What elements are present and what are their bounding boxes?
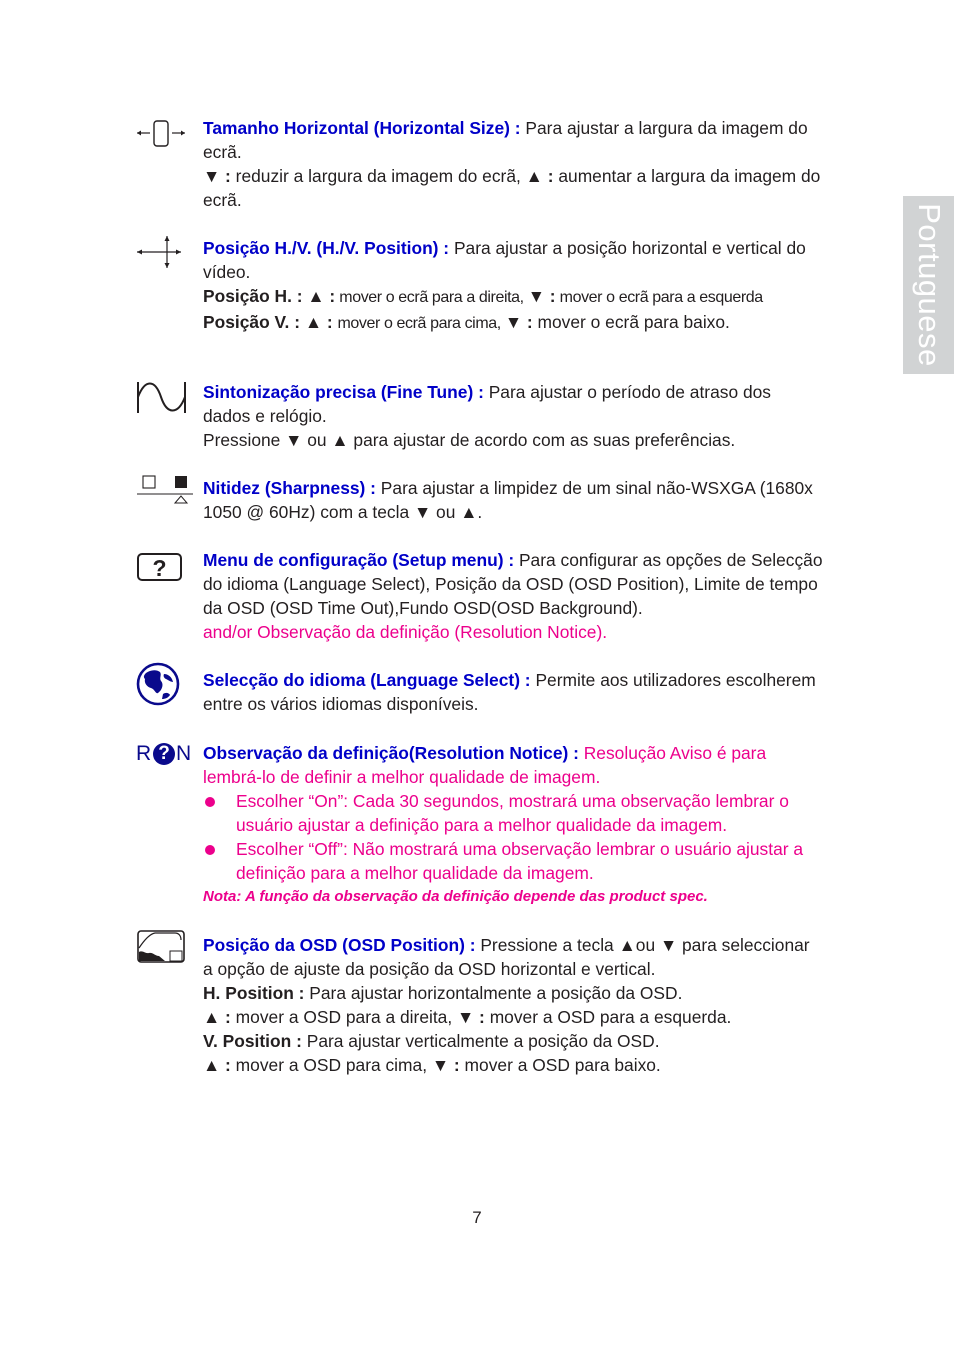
- horizontal-size-icon: [135, 118, 187, 150]
- down-key: ▼ :: [527, 286, 556, 306]
- section-desc: Para ajustar a largura da imagem do ecrã.: [203, 118, 808, 162]
- down-key: ▼ :: [504, 312, 533, 332]
- list-item-text: Escolher “On”: Cada 30 segundos, mostrará uma observação lembrar o usuário ajustar a definição para a melhor qualidade da imagem.: [236, 791, 789, 835]
- h-position-text: Para ajustar horizontalmente a posição da OSD.: [304, 983, 683, 1003]
- section-desc: Para configurar as opções de Selecção do idioma (Language Select), Posição da OSD (OSD Position), Limite de tempo da OSD (OSD Time Out),Fundo OSD(OSD Background).: [203, 550, 823, 618]
- resolution-icon-question: ?: [158, 743, 170, 764]
- down-key: ▼ :: [431, 1055, 460, 1075]
- section-title: Menu de configuração (Setup menu) :: [203, 550, 515, 570]
- resolution-notice-icon: [136, 741, 196, 767]
- up-key: ▲ :: [299, 312, 338, 332]
- h-position-label: Posição H. :: [203, 286, 303, 306]
- up-key: ▲ :: [525, 166, 554, 186]
- resolution-note: Nota: A função da observação da definição depende das product spec.: [203, 888, 708, 905]
- section-desc: Resolução Aviso é para lembrá-lo de definir a melhor qualidade de imagem.: [203, 743, 767, 787]
- down-key-text: mover a OSD para a esquerda.: [484, 1007, 732, 1027]
- down-key-text: mover a OSD para baixo.: [459, 1055, 661, 1075]
- up-key: ▲ :: [203, 1007, 231, 1027]
- sharpness-icon: [135, 473, 195, 505]
- up-key: ▲ :: [203, 1055, 231, 1075]
- section-hv-position: [203, 236, 823, 336]
- section-desc: Pressione a tecla ▲ou ▼ para seleccionar a opção de ajuste da posição da OSD horizontal e vertical.: [203, 935, 810, 979]
- down-key: ▼ :: [203, 166, 231, 186]
- bullet-dot: [205, 845, 215, 855]
- section-note: Pressione ▼ ou ▲ para ajustar de acordo com as suas preferências.: [203, 430, 736, 450]
- up-key: ▲ :: [302, 286, 336, 306]
- section-extra: and/or Observação da definição (Resolution Notice).: [203, 622, 608, 642]
- section-title: Observação da definição(Resolution Notice) :: [203, 743, 579, 763]
- resolution-icon-r: R: [136, 742, 152, 765]
- section-sharpness: [203, 476, 823, 524]
- bullet-dot: [205, 797, 215, 807]
- fine-tune-icon: [135, 380, 189, 416]
- section-setup-menu: [203, 548, 823, 644]
- side-tab-label: Portuguese: [912, 203, 947, 367]
- section-title: Tamanho Horizontal (Horizontal Size) :: [203, 118, 521, 138]
- resolution-options-list: [203, 789, 823, 885]
- page-number: 7: [472, 1208, 482, 1227]
- up-key-text: mover o ecrã para a direita,: [335, 289, 528, 306]
- section-osd-position: [203, 933, 823, 1077]
- section-horizontal-size: [203, 116, 823, 212]
- up-key-text: mover a OSD para a direita,: [230, 1007, 458, 1027]
- list-item-text: Escolher “Off”: Não mostrará uma observação lembrar o usuário ajustar a definição para a melhor qualidade da imagem.: [236, 839, 804, 883]
- language-globe-icon: [135, 661, 181, 707]
- osd-position-icon: [135, 928, 187, 966]
- down-key-text: reduzir a largura da imagem do ecrã,: [230, 166, 526, 186]
- section-desc: Permite aos utilizadores escolherem entre os vários idiomas disponíveis.: [203, 670, 816, 714]
- section-title: Posição da OSD (OSD Position) :: [203, 935, 476, 955]
- hv-position-icon: [135, 234, 185, 270]
- section-resolution-notice: [203, 741, 823, 909]
- svg-text:?: ?: [152, 555, 167, 581]
- section-title: Selecção do idioma (Language Select) :: [203, 670, 531, 690]
- h-position-label: H. Position :: [203, 983, 305, 1003]
- down-key-text: mover o ecrã para baixo.: [532, 312, 730, 332]
- list-item: [203, 789, 823, 837]
- down-key: ▼ :: [457, 1007, 485, 1027]
- section-desc: Para ajustar a limpidez de um sinal não-WSXGA (1680x 1050 @ 60Hz) com a tecla ▼ ou ▲.: [203, 478, 813, 522]
- section-desc: Para ajustar o período de atraso dos dados e relógio.: [203, 382, 771, 426]
- resolution-icon-n: N: [176, 742, 192, 765]
- setup-menu-icon: [135, 550, 185, 584]
- list-item: [203, 837, 823, 885]
- down-key-text: mover o ecrã para a esquerda: [555, 289, 763, 306]
- v-position-label: V. Position :: [203, 1031, 302, 1051]
- section-fine-tune: [203, 380, 823, 452]
- up-key-text: aumentar a largura da imagem do ecrã.: [203, 166, 821, 210]
- v-position-text: Para ajustar verticalmente a posição da OSD.: [301, 1031, 660, 1051]
- up-key-text: mover o ecrã para cima,: [337, 315, 505, 332]
- section-title: Sintonização precisa (Fine Tune) :: [203, 382, 484, 402]
- language-side-tab: [903, 196, 954, 374]
- section-title: Nitidez (Sharpness) :: [203, 478, 376, 498]
- v-position-label: Posição V. :: [203, 312, 300, 332]
- up-key-text: mover a OSD para cima,: [230, 1055, 432, 1075]
- section-language-select: [203, 668, 823, 716]
- section-title: Posição H./V. (H./V. Position) :: [203, 238, 450, 258]
- section-desc: Para ajustar a posição horizontal e vertical do vídeo.: [203, 238, 806, 282]
